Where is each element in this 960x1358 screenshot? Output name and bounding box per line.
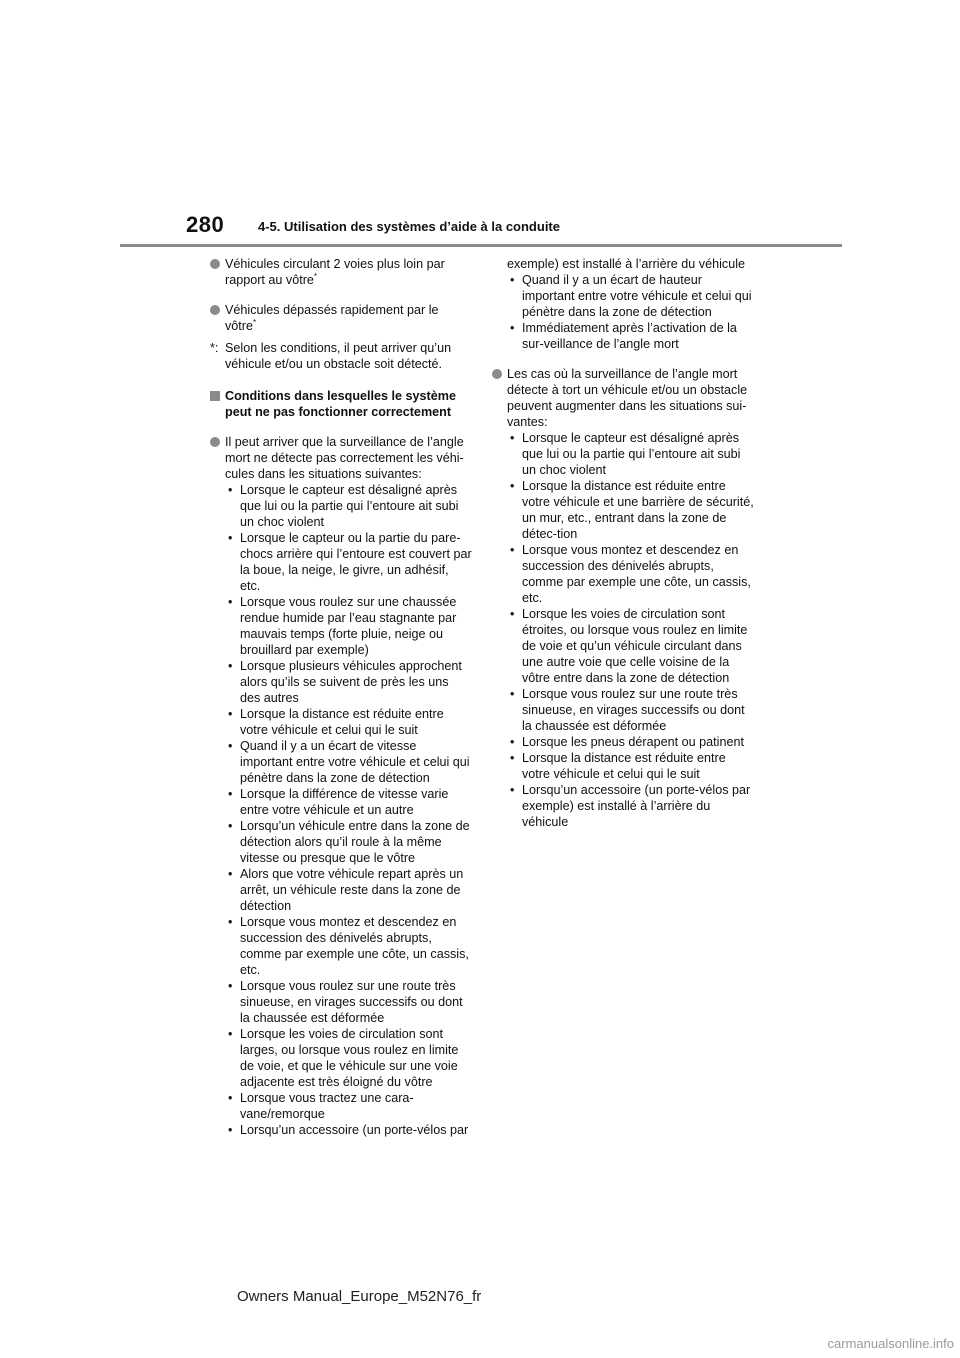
list-item-text: Lorsque la distance est réduite entre votre véhicule et celui qui le suit [522,751,726,781]
list-item-text: Lorsque les voies de circulation sont étroites, ou lorsque vous roulez en limite de voie et qu’un véhicule circulant dans une autre voie que celle voisine de la vôtre entre dans la zone de détection [522,607,748,685]
list-item [507,734,754,750]
item-text: Véhicules circulant 2 voies plus loin par rapport au vôtre [225,257,445,287]
list-item [225,978,472,1026]
bullet-dot-icon: • [510,321,515,335]
list-item [507,750,754,782]
list-item-text: Lorsqu’un accessoire (un porte-vélos par exemple) est installé à l’arrière du véhicule [522,783,751,829]
bullet-dot-icon: • [510,735,515,749]
list-item [225,786,472,818]
false-detection-block [492,366,754,830]
heading-text: Conditions dans lesquelles le système peut ne pas fonctionner correctement [225,389,456,419]
list-item-text: Lorsque vous montez et descendez en succession des dénivelés abrupts, comme par exemple une côte, un cassis, etc. [522,543,751,605]
bullet-dot-icon: • [228,915,233,929]
list-item-text: Lorsqu’un véhicule entre dans la zone de détection alors qu’il roule à la même vitesse ou presque que le vôtre [240,819,470,865]
bullet-dot-icon: • [228,595,233,609]
list-item-text: Lorsque le capteur est désaligné après que lui ou la partie qui l’entoure ait subi un choc violent [240,483,459,529]
list-item [225,594,472,658]
list-item-text: Lorsque vous montez et descendez en succession des dénivelés abrupts, comme par exemple une côte, un cassis, etc. [240,915,469,977]
list-item-text: Lorsqu’un accessoire (un porte-vélos par [240,1123,469,1137]
bullet-dot-icon: • [510,431,515,445]
list-item [507,686,754,734]
circle-bullet-icon [210,437,220,447]
list-item [225,818,472,866]
bullet-dot-icon: • [228,739,233,753]
continued-block [492,256,754,352]
bullet-dot-icon: • [228,659,233,673]
list-item-text: Lorsque vous roulez sur une route très sinueuse, en virages successifs ou dont la chaussée est déformée [522,687,745,733]
list-item [507,430,754,478]
list-item-text: Lorsque vous roulez sur une route très sinueuse, en virages successifs ou dont la chaussée est déformée [240,979,463,1025]
list-item [225,914,472,978]
watermark: carmanualsonline.info [827,1336,954,1351]
list-item [225,1122,472,1138]
footnote-ref: * [253,317,257,327]
list-item-text: Quand il y a un écart de hauteur important entre votre véhicule et celui qui pénètre dans la zone de détection [522,273,752,319]
condition-list [507,272,754,352]
list-item [225,1090,472,1122]
detected-item [210,302,472,334]
list-item-text: Lorsque vous roulez sur une chaussée rendue humide par l’eau stagnante par mauvais temps (forte pluie, neige ou brouillard par exemple) [240,595,457,657]
item-text: Véhicules dépassés rapidement par le vôtre [225,303,439,333]
list-item-text: Lorsque le capteur est désaligné après que lui ou la partie qui l’entoure ait subi un choc violent [522,431,741,477]
bullet-dot-icon: • [228,1123,233,1137]
bullet-dot-icon: • [510,751,515,765]
condition-block [210,434,472,1138]
list-item-text: Lorsque la distance est réduite entre votre véhicule et une barrière de sécurité, un mur, etc., entrant dans la zone de détec-tion [522,479,754,541]
list-item-text: Lorsque vous tractez une cara-vane/remorque [240,1091,414,1121]
circle-bullet-icon [210,305,220,315]
bullet-dot-icon: • [510,273,515,287]
list-item [507,542,754,606]
list-item [507,782,754,830]
section-heading [210,388,472,420]
list-item [225,738,472,786]
bullet-dot-icon: • [228,819,233,833]
right-column [492,256,754,844]
list-item [225,866,472,914]
bullet-dot-icon: • [510,687,515,701]
list-item [225,530,472,594]
intro-text: Les cas où la surveillance de l’angle mort détecte à tort un véhicule et/ou un obstacle peuvent augmenter dans les situations sui-vantes: [507,367,748,429]
bullet-dot-icon: • [228,483,233,497]
list-item [507,320,754,352]
bullet-dot-icon: • [228,707,233,721]
bullet-dot-icon: • [510,783,515,797]
condition-list [507,430,754,830]
footnote-text: Selon les conditions, il peut arriver qu’un véhicule et/ou un obstacle soit détecté. [225,341,452,371]
list-item-text: Alors que votre véhicule repart après un arrêt, un véhicule reste dans la zone de détection [240,867,464,913]
list-item [225,706,472,738]
square-bullet-icon [210,391,220,401]
list-item-text: Lorsque les pneus dérapent ou patinent [522,735,744,749]
list-item [225,1026,472,1090]
detected-item [210,256,472,288]
list-item-text: Lorsque la différence de vitesse varie entre votre véhicule et un autre [240,787,449,817]
list-item [225,658,472,706]
page-number: 280 [186,212,225,237]
page-header [0,0,960,250]
circle-bullet-icon [210,259,220,269]
list-item-text: Lorsque le capteur ou la partie du pare-chocs arrière qui l’entoure est couvert par la boue, la neige, le givre, un adhésif, etc. [240,531,472,593]
list-item [507,478,754,542]
list-item-text: Lorsque les voies de circulation sont larges, ou lorsque vous roulez en limite de voie, et que le véhicule sur une voie adjacente est très éloigné du vôtre [240,1027,459,1089]
footnote-ref: * [313,271,318,281]
bullet-dot-icon: • [228,867,233,881]
section-title: 4-5. Utilisation des systèmes d’aide à la conduite [258,219,560,234]
continued-text: exemple) est installé à l’arrière du véhicule [507,257,745,271]
list-item [507,272,754,320]
bullet-dot-icon: • [228,787,233,801]
bullet-dot-icon: • [228,1027,233,1041]
bullet-dot-icon: • [510,607,515,621]
document-name: Owners Manual_Europe_M52N76_fr [237,1288,482,1305]
bullet-dot-icon: • [228,1091,233,1105]
bullet-dot-icon: • [510,543,515,557]
left-column [210,256,472,1152]
bullet-dot-icon: • [228,979,233,993]
list-item [225,482,472,530]
intro-text: Il peut arriver que la surveillance de l’angle mort ne détecte pas correctement les véhi-cules dans les situations suivantes: [225,435,464,481]
condition-list [225,482,472,1138]
list-item-text: Quand il y a un écart de vitesse important entre votre véhicule et celui qui pénètre dans la zone de détection [240,739,470,785]
footnote [210,340,472,372]
list-item-text: Lorsque plusieurs véhicules approchent alors qu’ils se suivent de près les uns des autres [240,659,462,705]
list-item [507,606,754,686]
list-item-text: Lorsque la distance est réduite entre votre véhicule et celui qui le suit [240,707,444,737]
bullet-dot-icon: • [510,479,515,493]
header-divider [120,244,842,247]
bullet-dot-icon: • [228,531,233,545]
list-item-text: Immédiatement après l’activation de la sur-veillance de l’angle mort [522,321,737,351]
circle-bullet-icon [492,369,502,379]
footnote-mark: *: [210,341,219,355]
